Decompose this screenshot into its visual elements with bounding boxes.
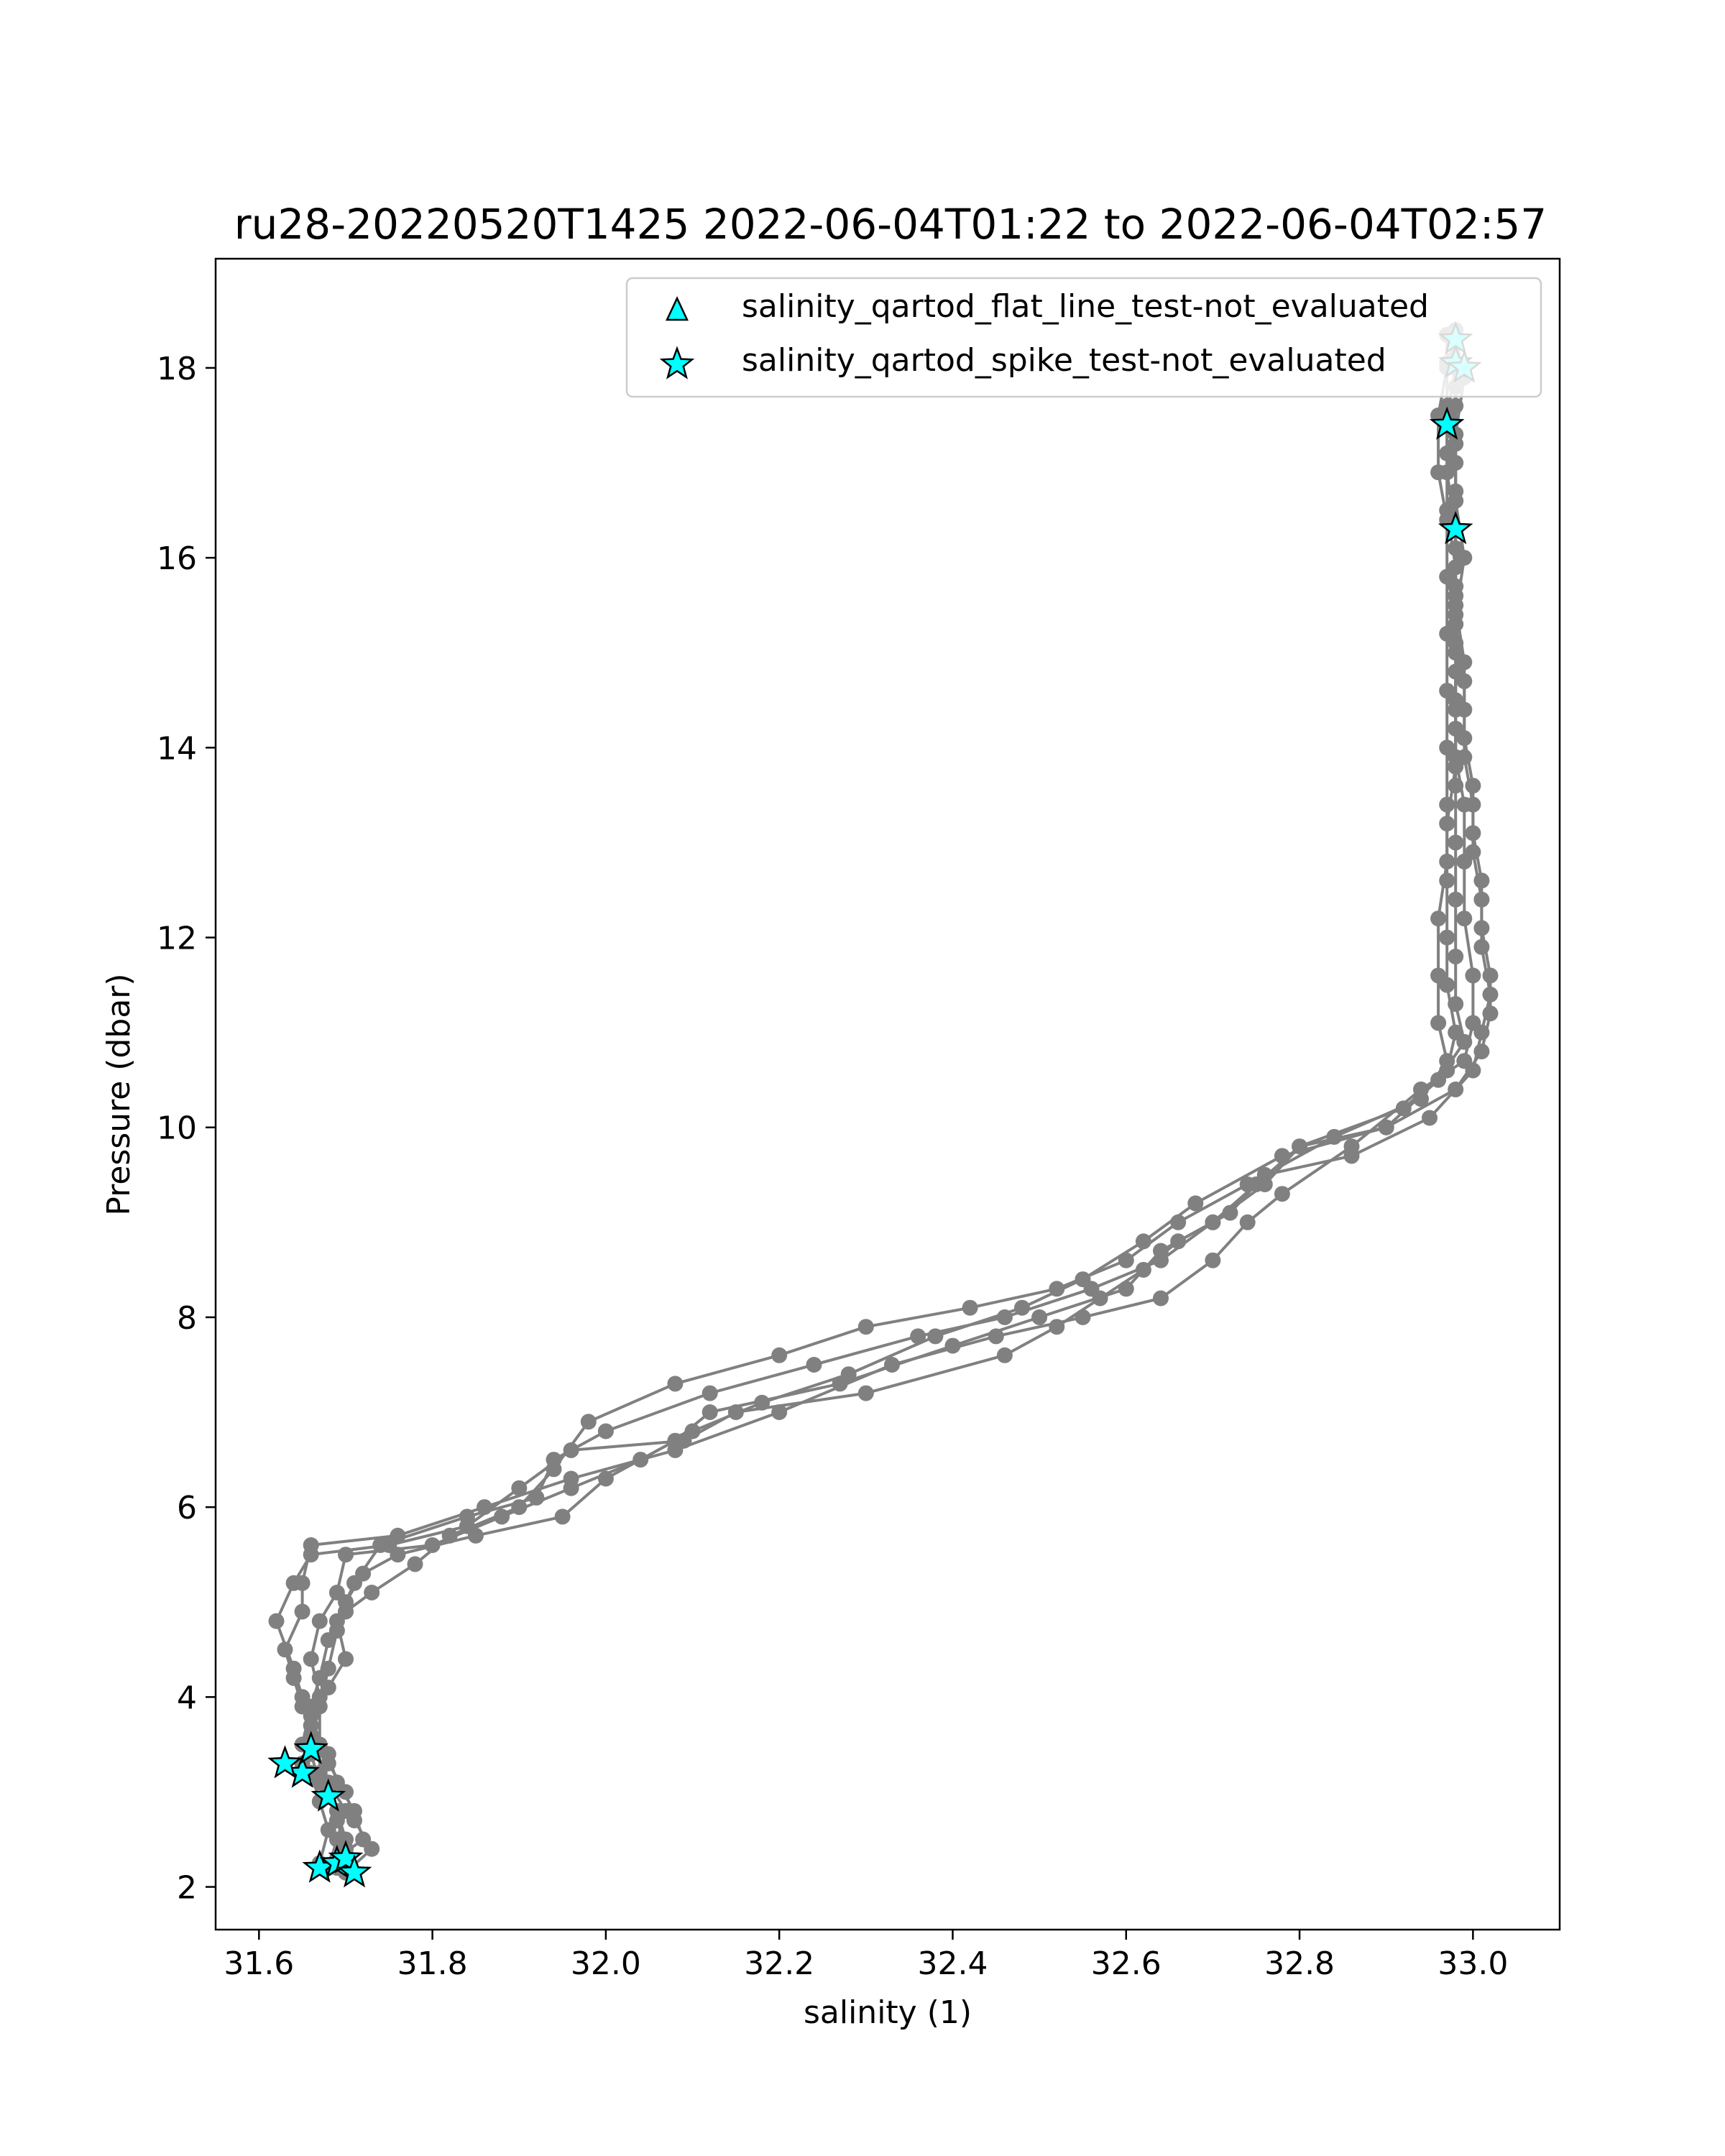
data-point (1049, 1281, 1064, 1296)
data-point (329, 1613, 345, 1629)
data-point (1439, 930, 1455, 946)
data-point (1448, 607, 1463, 622)
data-point (321, 1756, 336, 1772)
data-point (1448, 664, 1463, 680)
data-point (364, 1841, 380, 1857)
data-point (1430, 1015, 1446, 1031)
data-point (1483, 967, 1499, 983)
data-point (581, 1414, 597, 1429)
x-tick-label: 32.4 (917, 1945, 988, 1982)
data-point (1456, 911, 1472, 926)
data-point (1456, 1053, 1472, 1069)
x-tick-label: 31.8 (397, 1945, 468, 1982)
y-tick-label: 8 (177, 1299, 197, 1337)
data-point (1465, 778, 1481, 793)
data-point (1439, 797, 1455, 813)
data-point (1379, 1120, 1394, 1135)
data-point (1465, 967, 1481, 983)
data-point (1274, 1186, 1290, 1202)
data-point (1448, 1082, 1463, 1097)
data-point (1448, 892, 1463, 908)
data-point (1205, 1253, 1220, 1268)
data-point (598, 1424, 614, 1439)
data-point (338, 1547, 354, 1562)
data-point (286, 1670, 302, 1686)
data-point (988, 1328, 1004, 1344)
data-point (858, 1386, 874, 1401)
data-point (1439, 464, 1455, 480)
data-point (372, 1537, 388, 1553)
data-point (667, 1376, 683, 1391)
data-point (295, 1575, 310, 1591)
x-axis-label: salinity (1) (803, 1994, 972, 2031)
data-point (1448, 721, 1463, 737)
data-point (459, 1508, 475, 1524)
data-point (1448, 996, 1463, 1012)
data-point (303, 1537, 319, 1553)
data-point (555, 1508, 571, 1524)
data-point (1430, 967, 1446, 983)
data-point (346, 1575, 362, 1591)
data-point (702, 1404, 718, 1420)
data-point (312, 1613, 328, 1629)
data-point (329, 1585, 345, 1600)
data-point (408, 1556, 423, 1572)
x-tick-label: 32.0 (570, 1945, 641, 1982)
x-tick-label: 32.8 (1264, 1945, 1335, 1982)
data-point (442, 1528, 458, 1544)
y-tick-label: 14 (157, 730, 197, 768)
data-point (771, 1348, 787, 1363)
data-point (858, 1319, 874, 1335)
data-point (1118, 1253, 1134, 1268)
data-point (1448, 493, 1463, 509)
data-point (364, 1585, 380, 1600)
data-point (1439, 854, 1455, 870)
data-point (1473, 872, 1489, 888)
x-tick-label: 33.0 (1438, 1945, 1509, 1982)
data-point (1240, 1215, 1256, 1230)
data-point (303, 1651, 319, 1667)
data-point (321, 1632, 336, 1648)
data-point (1448, 834, 1463, 850)
data-point (771, 1404, 787, 1420)
y-tick-label: 12 (157, 920, 197, 957)
data-point (1084, 1281, 1100, 1296)
data-point (1456, 550, 1472, 566)
data-point (295, 1604, 310, 1620)
data-point (1292, 1138, 1307, 1154)
x-axis-ticks (224, 1930, 1508, 1982)
data-point (1170, 1215, 1186, 1230)
x-tick-label: 31.6 (224, 1945, 295, 1982)
y-tick-label: 2 (177, 1869, 197, 1907)
data-point (303, 1708, 319, 1724)
data-point (1240, 1176, 1256, 1192)
y-tick-label: 16 (157, 540, 197, 578)
data-point (1456, 854, 1472, 870)
data-point (1456, 797, 1472, 813)
legend-entry-spike: salinity_qartod_spike_test-not_evaluated (742, 342, 1386, 379)
y-tick-label: 18 (157, 350, 197, 387)
data-point (564, 1471, 579, 1487)
data-point (1205, 1215, 1220, 1230)
data-point (346, 1812, 362, 1828)
data-point (1422, 1110, 1438, 1126)
chart-title: ru28-20220520T1425 2022-06-04T01:22 to 2022-06-04T02:57 (234, 200, 1547, 249)
data-point (1031, 1309, 1047, 1325)
legend-entry-flat-line: salinity_qartod_flat_line_test-not_evaluated (742, 288, 1429, 325)
data-point (1075, 1309, 1091, 1325)
data-point (997, 1348, 1013, 1363)
data-point (910, 1328, 926, 1344)
data-point (754, 1395, 770, 1411)
data-point (997, 1309, 1013, 1325)
data-point (528, 1490, 544, 1506)
data-point (1153, 1253, 1169, 1268)
data-point (1465, 1015, 1481, 1031)
data-point (1439, 872, 1455, 888)
data-point (667, 1442, 683, 1458)
x-tick-label: 32.6 (1090, 1945, 1162, 1982)
data-point (321, 1822, 336, 1838)
data-point (1473, 1044, 1489, 1059)
legend (627, 278, 1541, 397)
data-point (269, 1613, 285, 1629)
data-point (1430, 1072, 1446, 1088)
data-point (546, 1452, 562, 1468)
y-tick-label: 6 (177, 1490, 197, 1527)
data-point (1430, 911, 1446, 926)
data-point (277, 1641, 293, 1657)
data-point (702, 1386, 718, 1401)
data-point (806, 1357, 822, 1373)
data-point (1257, 1176, 1273, 1192)
data-point (1448, 949, 1463, 964)
y-tick-label: 4 (177, 1680, 197, 1717)
data-point (1344, 1138, 1360, 1154)
y-tick-label: 10 (157, 1110, 197, 1147)
data-point (884, 1357, 900, 1373)
data-point (1473, 920, 1489, 936)
data-point (1483, 1005, 1499, 1021)
data-point (685, 1424, 701, 1439)
data-point (1153, 1291, 1169, 1307)
data-point (962, 1300, 978, 1316)
data-point (338, 1651, 354, 1667)
data-point (1448, 778, 1463, 793)
data-point (321, 1680, 336, 1695)
plot-frame (216, 259, 1560, 1930)
data-point (1456, 1034, 1472, 1050)
data-point (1465, 825, 1481, 841)
x-tick-label: 32.2 (744, 1945, 815, 1982)
y-axis-ticks (157, 351, 216, 1907)
y-axis-label: Pressure (dbar) (101, 973, 137, 1216)
